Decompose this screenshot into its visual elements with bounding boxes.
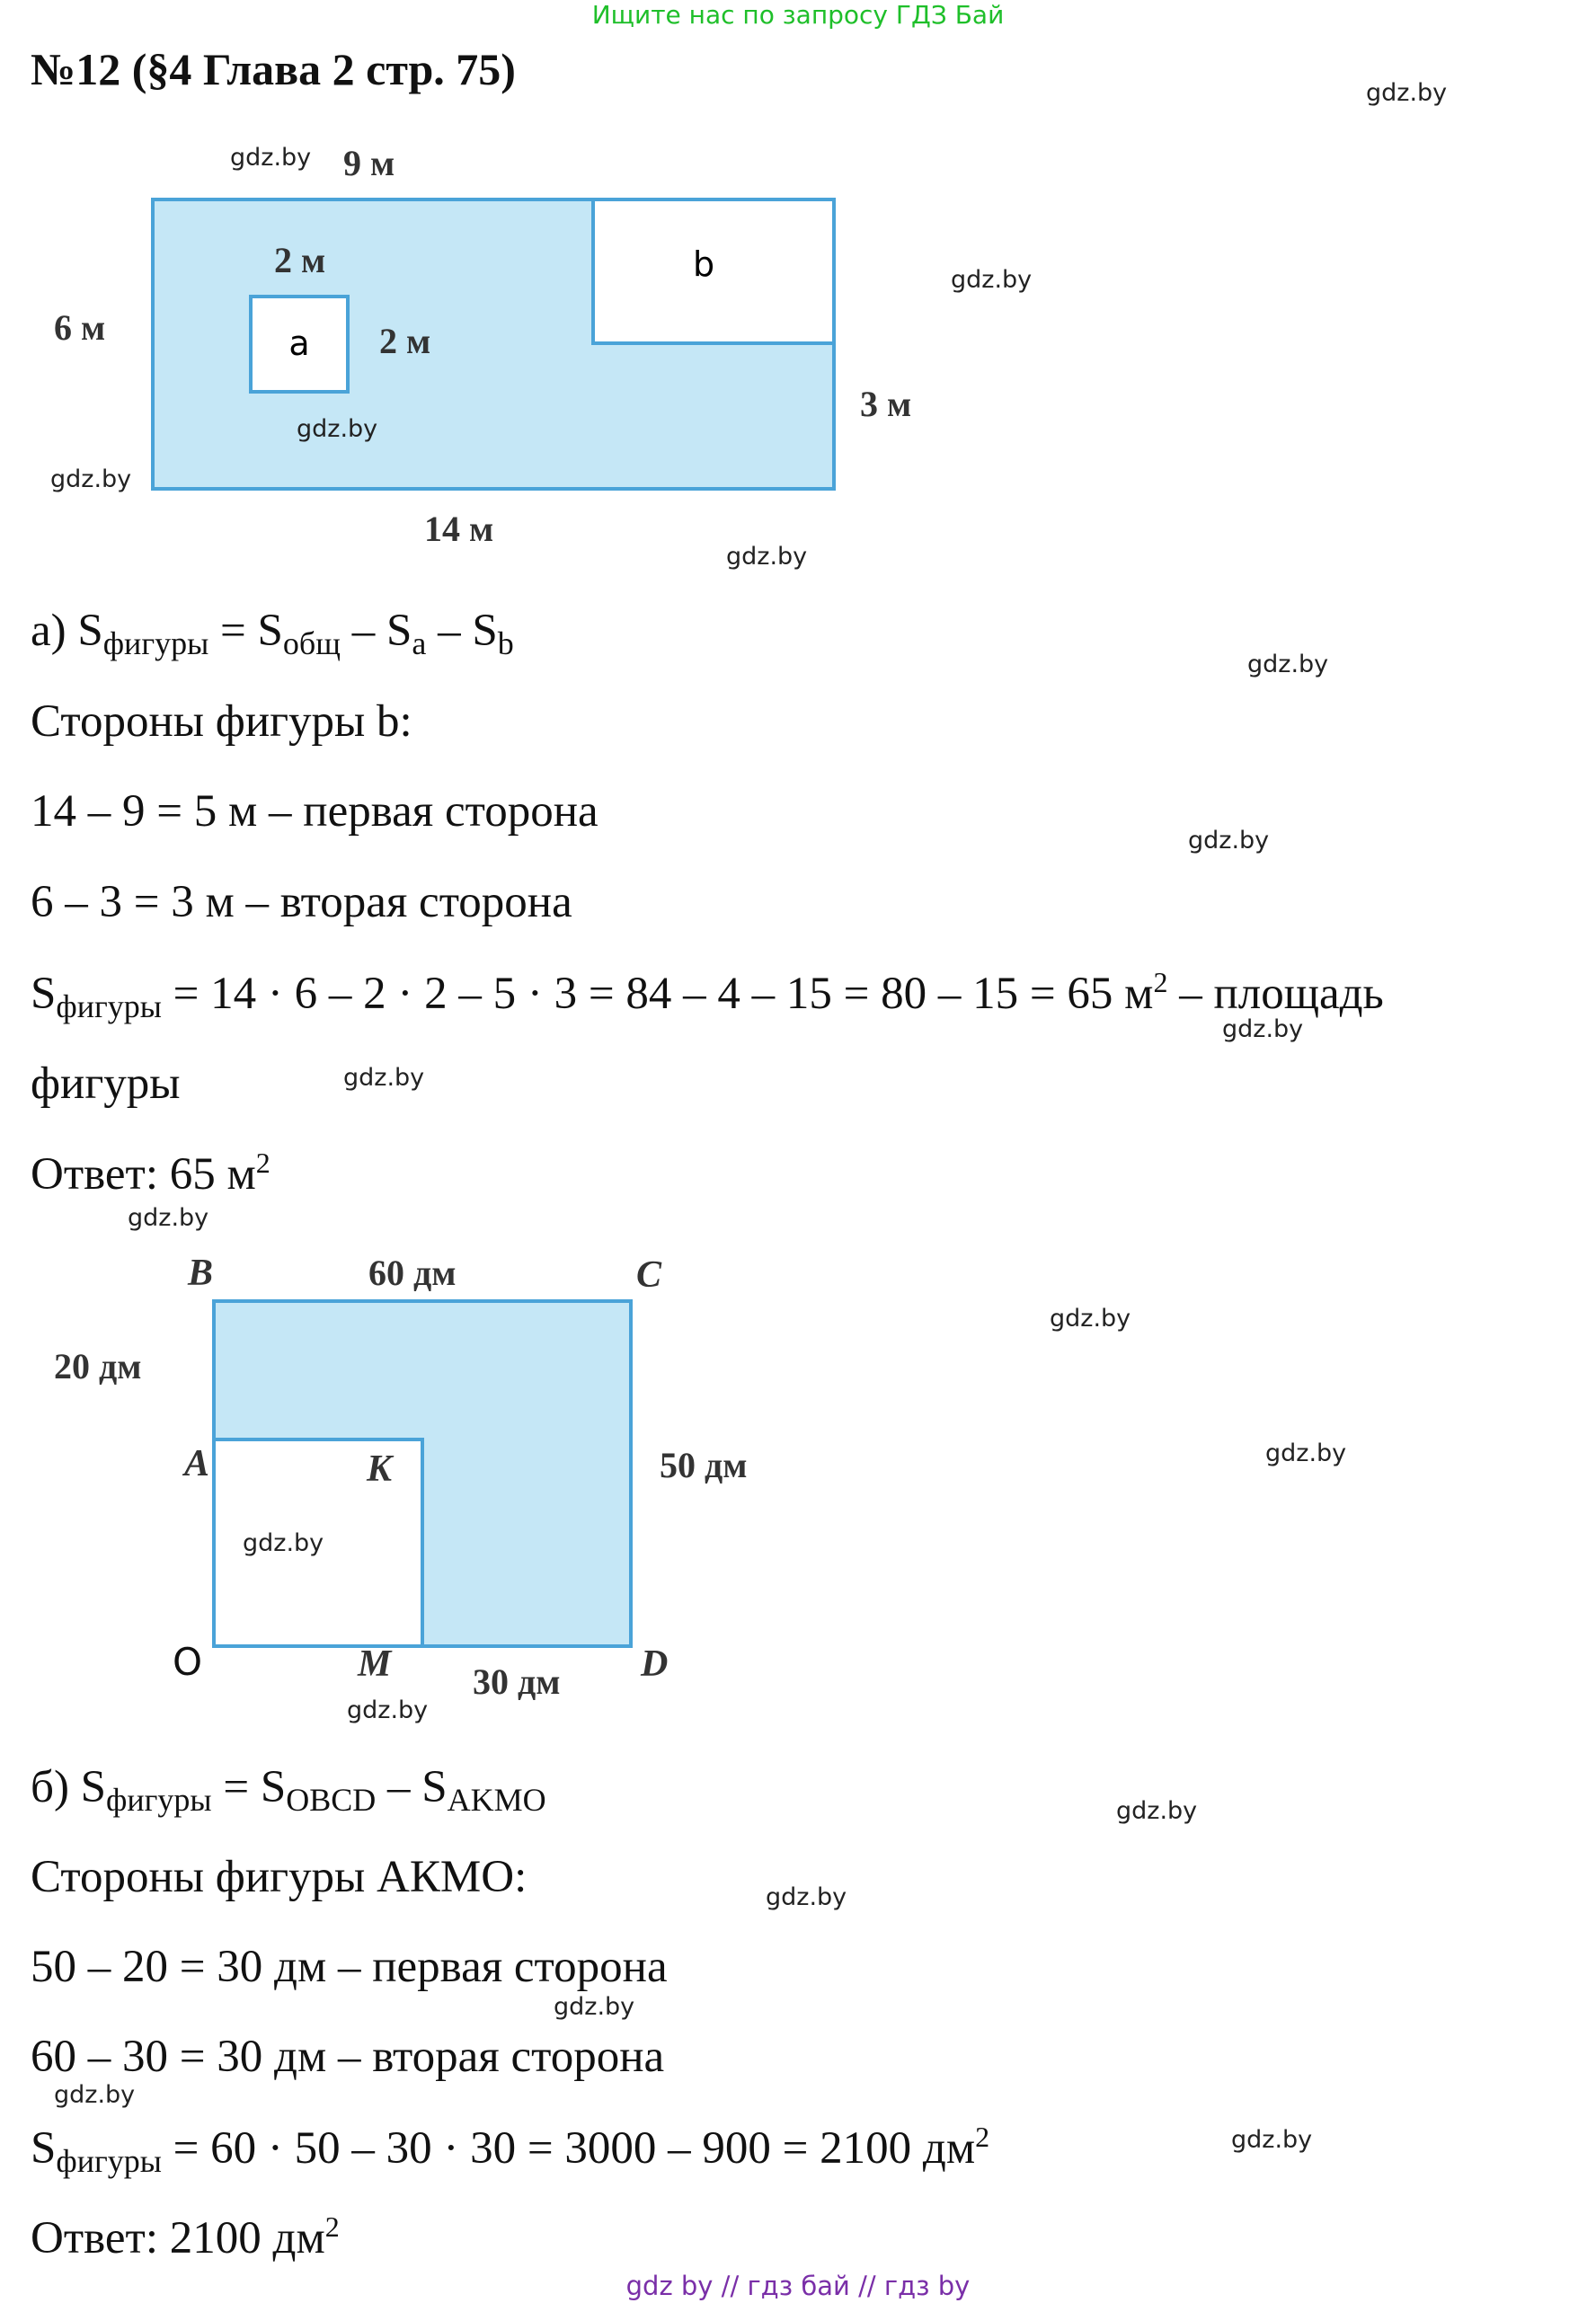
watermark: gdz.by bbox=[1366, 79, 1448, 107]
watermark: gdz.by bbox=[951, 266, 1033, 294]
watermark: gdz.by bbox=[1050, 1305, 1131, 1333]
line-area-calc-b: $S_{фигуры} = 60 \cdot 50 - 30 \cdot 30 = 3000 - 900 = 2100$ $дм^2$ bbox=[31, 2121, 990, 2179]
top-banner[interactable]: Ищите нас по запросу ГДЗ Бай bbox=[591, 0, 1005, 30]
watermark: gdz.by bbox=[766, 1883, 847, 1911]
line-area-calc-a-cont: фигуры bbox=[31, 1058, 181, 1109]
figure-b-top-dim: 60 дм bbox=[368, 1253, 457, 1293]
watermark: gdz.by bbox=[128, 1204, 209, 1232]
watermark: gdz.by bbox=[726, 543, 808, 571]
watermark: gdz.by bbox=[54, 2081, 136, 2109]
watermark: gdz.by bbox=[1231, 2126, 1313, 2154]
watermark: gdz.by bbox=[1222, 1015, 1304, 1043]
watermark: gdz.by bbox=[297, 415, 378, 443]
line-area-calc-a: $S_{фигуры} = 14 \cdot 6 - 2 \cdot 2 - 5 \cdot 3 = 84 - 4 - 15 = 80 - 15 = 65$ $м^2$ – площадь bbox=[31, 966, 1384, 1024]
figure-a-label-b: b bbox=[692, 244, 715, 284]
figure-b-vertex-m: M bbox=[358, 1643, 392, 1685]
line-sides-akmo: Стороны фигуры АКМО: bbox=[31, 1852, 528, 1902]
figure-a-bottom-dim: 14 м bbox=[424, 509, 494, 549]
watermark: gdz.by bbox=[50, 465, 132, 493]
figure-b-right-dim: 50 дм bbox=[660, 1445, 748, 1485]
figure-b-vertex-c: C bbox=[636, 1254, 662, 1296]
watermark: gdz.by bbox=[347, 1696, 429, 1724]
footer-links[interactable]: gdz by // гдз бай // гдз by bbox=[625, 2271, 971, 2301]
watermark: gdz.by bbox=[230, 144, 312, 172]
figure-a-top-dim: 9 м bbox=[343, 143, 395, 183]
watermark: gdz.by bbox=[1116, 1797, 1198, 1825]
figure-a-diagram bbox=[0, 135, 989, 566]
watermark: gdz.by bbox=[1265, 1439, 1347, 1467]
watermark: gdz.by bbox=[1247, 651, 1329, 678]
figure-b-vertex-a: A bbox=[184, 1443, 210, 1484]
line-sides-b: Стороны фигуры b: bbox=[31, 696, 412, 747]
figure-a-label-a: a bbox=[288, 323, 310, 363]
line-first-side-a: 14 – 9 = 5 м – первая сторона bbox=[31, 786, 598, 837]
figure-a-left-dim: 6 м bbox=[54, 307, 106, 348]
line-answer-b: Ответ: 2100 $дм^2$ bbox=[31, 2210, 340, 2263]
figure-b-vertex-k: K bbox=[367, 1448, 393, 1490]
figure-a-right-dim: 3 м bbox=[860, 384, 912, 424]
line-answer-a: Ответ: 65 $м^2$ bbox=[31, 1147, 270, 1200]
line-b-formula: б) $S_{фигуры} = S_{OBCD} - S_{AKMO}$ bbox=[31, 1762, 546, 1818]
figure-b-left-dim: 20 дм bbox=[54, 1346, 142, 1386]
figure-a-inner-top-dim: 2 м bbox=[274, 240, 326, 280]
watermark: gdz.by bbox=[554, 1993, 635, 2021]
line-second-side-a: 6 – 3 = 3 м – вторая сторона bbox=[31, 877, 572, 927]
figure-b-vertex-d: D bbox=[641, 1643, 669, 1685]
line-second-side-b: 60 – 30 = 30 дм – вторая сторона bbox=[31, 2032, 665, 2082]
page-title: №12 (§4 Глава 2 стр. 75) bbox=[31, 44, 516, 94]
line-first-side-b: 50 – 20 = 30 дм – первая сторона bbox=[31, 1942, 668, 1992]
watermark: gdz.by bbox=[343, 1064, 425, 1092]
line-a-formula: а) $S_{фигуры} = S_{общ} - S_a - S_b$ bbox=[31, 606, 514, 661]
figure-b-vertex-b: B bbox=[188, 1253, 214, 1294]
figure-b-shape bbox=[214, 1301, 631, 1646]
figure-b-diagram bbox=[0, 1240, 809, 1716]
figure-b-bottom-dim: 30 дм bbox=[473, 1661, 561, 1702]
watermark: gdz.by bbox=[243, 1529, 324, 1557]
figure-b-vertex-o: O bbox=[173, 1640, 203, 1684]
figure-a-inner-right-dim: 2 м bbox=[379, 321, 431, 361]
watermark: gdz.by bbox=[1188, 827, 1270, 855]
